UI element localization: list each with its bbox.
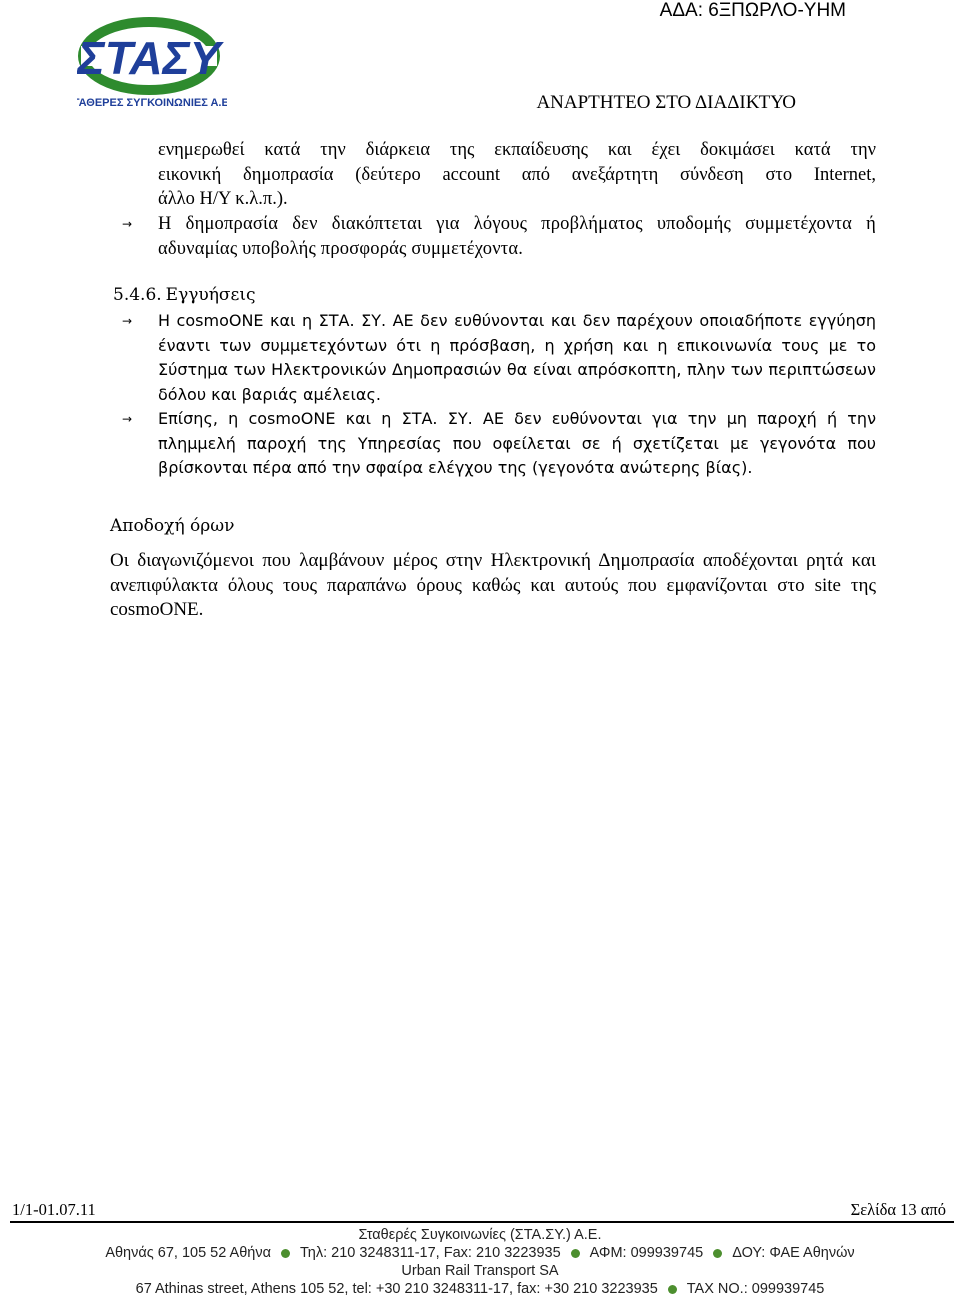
footer-company-en: Urban Rail Transport SA <box>401 1263 559 1279</box>
footer-phone: Τηλ: 210 3248311-17, Fax: 210 3223935 <box>299 1245 561 1261</box>
bullet-force-majeure: Επίσης, η cosmoONE και η ΣΤΑ. ΣΥ. ΑΕ δεν ευθύνονται για την μη παροχή ή την πλημμελή παροχή της Υπηρεσίας που οφείλεται σε ή σχετίζεται με γεγονότα που βρίσκονται πέρα από την σφαίρα ελέγχου της (γεγονότα ανώτερης βίας). <box>158 409 876 477</box>
cont-line-2: εικονική δημοπρασία (δεύτερο account από ανεξάρτητη σύνδεση στο Internet, <box>158 164 876 185</box>
bullet-dot-icon <box>571 1249 580 1258</box>
bullet-dot-icon <box>668 1285 677 1294</box>
footer-address-en <box>0 1281 960 1297</box>
ada-code: ΑΔΑ: 6ΞΠΩΡΛΟ-ΥΗΜ <box>659 0 846 21</box>
section-title: Εγγυήσεις <box>165 285 256 305</box>
section-heading <box>113 283 256 307</box>
bullet-dot-icon <box>281 1249 290 1258</box>
continuation-paragraph <box>158 138 876 212</box>
stasy-logo-icon <box>77 14 227 110</box>
stasy-logo <box>77 14 227 110</box>
arrow-icon: → <box>122 217 133 231</box>
arrow-icon: → <box>122 412 133 426</box>
posted-online-label: ΑΝΑΡΤΗΤΕΟ ΣΤΟ ΔΙΑΔΙΚΤΥΟ <box>536 92 796 113</box>
svg-text:ΣΤΑΘΕΡΕΣ ΣΥΓΚΟΙΝΩΝΙΕΣ Α.Ε.: ΣΤΑΘΕΡΕΣ ΣΥΓΚΟΙΝΩΝΙΕΣ Α.Ε. <box>77 97 227 109</box>
arrow-icon: → <box>122 314 133 328</box>
footer-divider <box>10 1221 954 1223</box>
footer-address-english: 67 Athinas street, Athens 105 52, tel: +30 210 3248311-17, fax: +30 210 3223935 <box>135 1281 658 1297</box>
svg-text:ΣΤΑΣΥ: ΣΤΑΣΥ <box>77 32 221 84</box>
footer-company-gr: Σταθερές Συγκοινωνίες (ΣΤΑ.ΣΥ.) Α.Ε. <box>358 1227 602 1243</box>
section-number: 5.4.6. <box>113 285 162 305</box>
acceptance-paragraph: Οι διαγωνιζόμενοι που λαμβάνουν μέρος στην Ηλεκτρονική Δημοπρασία αποδέχονται ρητά και ανεπιφύλακτα όλους τους παραπάνω όρους καθώς και αυτούς που εμφανίζονται στο site της cosmoONE. <box>110 550 876 620</box>
bullet-auction-not-interrupted: Η δημοπρασία δεν διακόπτεται για λόγους προβλήματος υποδομής συμμετέχοντα ή αδυναμίας υποβολής προσφοράς συμμετέχοντα. <box>158 214 876 259</box>
footer-tax-number: TAX NO.: 099939745 <box>686 1281 825 1297</box>
footer-address-gr <box>0 1245 960 1261</box>
acceptance-heading: Αποδοχή όρων <box>110 516 235 536</box>
cont-line-3: άλλο Η/Υ κ.λ.π.). <box>158 189 288 209</box>
document-version: 1/1-01.07.11 <box>12 1200 96 1219</box>
footer-address: Αθηνάς 67, 105 52 Αθήνα <box>105 1245 271 1261</box>
footer-vat: ΑΦΜ: 099939745 <box>589 1245 704 1261</box>
cont-line-1: ενημερωθεί κατά την διάρκεια της εκπαίδευσης και έχει δοκιμάσει κατά την <box>158 140 876 160</box>
page-number: Σελίδα 13 από <box>850 1200 946 1219</box>
bullet-dot-icon <box>713 1249 722 1258</box>
footer-tax-office: ΔΟΥ: ΦΑΕ Αθηνών <box>732 1245 855 1261</box>
bullet-guarantees: Η cosmoONE και η ΣΤΑ. ΣΥ. ΑΕ δεν ευθύνονται και δεν παρέχουν οποιαδήποτε εγγύηση έναντι των συμμετεχόντων ότι η πρόσβαση, η χρήση και η επικοινωνία τους με το Σύστημα των Ηλεκτρονικών Δημοπρασιών θα είναι απρόσκοπτη, πλην των περιπτώσεων δόλου και βαριάς αμέλειας. <box>158 311 876 404</box>
